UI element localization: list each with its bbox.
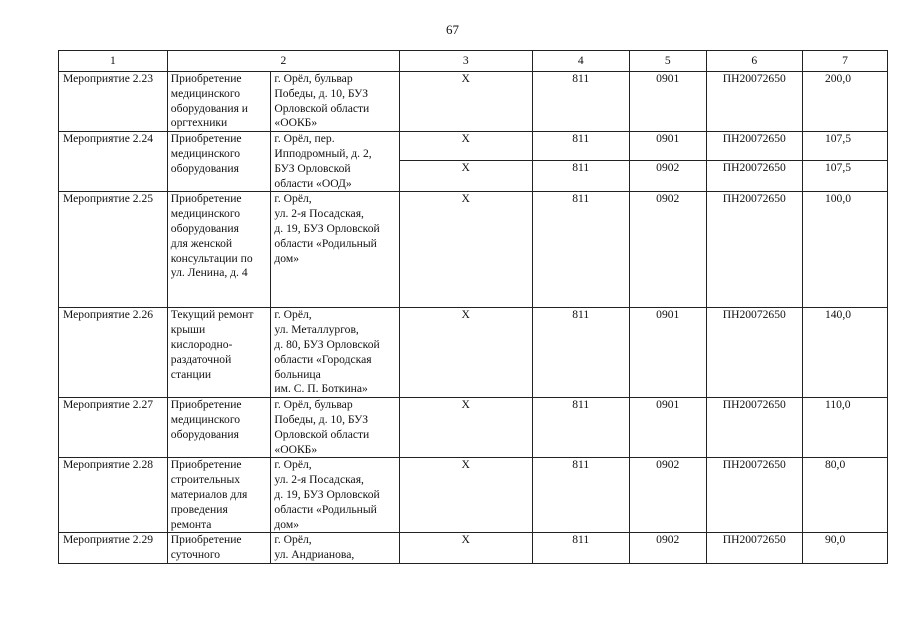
col6-cell: ПН20072650 bbox=[706, 533, 802, 564]
description-line: суточного bbox=[170, 548, 221, 562]
col4-cell: 811 bbox=[532, 192, 629, 308]
col5-cell: 0901 bbox=[629, 308, 706, 398]
address-line: ул. Андрианова, bbox=[274, 548, 355, 562]
description-line: Приобретение bbox=[170, 192, 242, 206]
address-line: Орловской области bbox=[274, 101, 370, 115]
address-line: г. Орёл, бульвар bbox=[274, 72, 353, 85]
col3-cell: X bbox=[399, 533, 532, 564]
address-line: г. Орёл, бульвар bbox=[274, 398, 353, 412]
address-line: «ООКБ» bbox=[274, 116, 318, 130]
address-line: Ипподромный, д. 2, bbox=[274, 146, 372, 160]
description-line: Приобретение bbox=[170, 132, 242, 146]
col4-cell: 811 bbox=[532, 458, 629, 533]
address-cell bbox=[271, 132, 400, 192]
table-row bbox=[59, 533, 888, 564]
col3-cell: X bbox=[399, 308, 532, 398]
address-line: г. Орёл, пер. bbox=[274, 132, 335, 146]
col6-cell: ПН20072650 bbox=[706, 308, 802, 398]
amount-cell: 90,0 bbox=[802, 533, 887, 564]
col3-cell: X bbox=[399, 458, 532, 533]
description-line: медицинского bbox=[170, 146, 241, 160]
col6-cell: ПН20072650 bbox=[706, 161, 802, 192]
header-cell: 1 bbox=[59, 51, 168, 72]
address-line: области «Родильный bbox=[274, 502, 377, 516]
col3-cell: X bbox=[399, 132, 532, 161]
amount-cell: 80,0 bbox=[802, 458, 887, 533]
amount-cell: 100,0 bbox=[802, 192, 887, 308]
address-line: области «ООД» bbox=[274, 176, 352, 190]
description-line: раздаточной bbox=[170, 352, 232, 366]
address-line: области «Родильный bbox=[274, 236, 377, 250]
table-row bbox=[59, 308, 888, 398]
address-line: области «Городская bbox=[274, 352, 372, 366]
description-cell bbox=[167, 72, 271, 132]
description-line: для женской bbox=[170, 236, 233, 250]
event-name-cell: Мероприятие 2.24 bbox=[59, 132, 168, 192]
description-line: Приобретение bbox=[170, 533, 242, 547]
address-cell bbox=[271, 458, 400, 533]
description-line: оборудования и bbox=[170, 101, 249, 115]
col4-cell: 811 bbox=[532, 308, 629, 398]
col6-cell: ПН20072650 bbox=[706, 72, 802, 132]
description-line: медицинского bbox=[170, 86, 241, 100]
col4-cell: 811 bbox=[532, 72, 629, 132]
address-line: дом» bbox=[274, 517, 300, 531]
description-line: Приобретение bbox=[170, 398, 242, 412]
address-line: ул. Металлургов, bbox=[274, 323, 359, 337]
header-cell: 4 bbox=[532, 51, 629, 72]
table-row bbox=[59, 192, 888, 308]
address-line: г. Орёл, bbox=[274, 533, 312, 547]
address-line: ул. 2-я Посадская, bbox=[274, 473, 364, 487]
event-name-cell: Мероприятие 2.26 bbox=[59, 308, 168, 398]
description-line: ул. Ленина, д. 4 bbox=[170, 266, 248, 280]
description-line: медицинского bbox=[170, 207, 241, 221]
description-line: оборудования bbox=[170, 161, 239, 175]
header-cell: 6 bbox=[706, 51, 802, 72]
address-cell bbox=[271, 72, 400, 132]
description-line: крыши bbox=[170, 323, 206, 337]
address-line: больница bbox=[274, 367, 321, 381]
address-line: г. Орёл, bbox=[274, 192, 312, 206]
header-cell: 7 bbox=[802, 51, 887, 72]
table-row bbox=[59, 72, 888, 132]
col3-cell: X bbox=[399, 192, 532, 308]
address-line: им. С. П. Боткина» bbox=[274, 382, 368, 396]
address-line: г. Орёл, bbox=[274, 458, 312, 472]
header-cell: 3 bbox=[399, 51, 532, 72]
header-cell: 2 bbox=[167, 51, 399, 72]
col3-cell: X bbox=[399, 398, 532, 458]
description-line: ремонта bbox=[170, 517, 212, 531]
address-cell bbox=[271, 308, 400, 398]
description-line: Текущий ремонт bbox=[170, 308, 254, 322]
amount-cell: 107,5 bbox=[802, 132, 887, 161]
header-cell: 5 bbox=[629, 51, 706, 72]
col4-cell: 811 bbox=[532, 132, 629, 161]
address-cell bbox=[271, 398, 400, 458]
col5-cell: 0901 bbox=[629, 72, 706, 132]
address-line: БУЗ Орловской bbox=[274, 161, 351, 175]
description-line: Приобретение bbox=[170, 72, 242, 85]
address-line: д. 19, БУЗ Орловской bbox=[274, 487, 380, 501]
amount-cell: 107,5 bbox=[802, 161, 887, 192]
amount-cell: 140,0 bbox=[802, 308, 887, 398]
col6-cell: ПН20072650 bbox=[706, 458, 802, 533]
col4-cell: 811 bbox=[532, 161, 629, 192]
budget-table bbox=[58, 50, 888, 564]
address-line: «ООКБ» bbox=[274, 442, 318, 456]
description-cell bbox=[167, 132, 271, 192]
description-line: материалов для bbox=[170, 487, 248, 501]
description-cell bbox=[167, 398, 271, 458]
address-line: д. 80, БУЗ Орловской bbox=[274, 337, 380, 351]
address-line: Орловской области bbox=[274, 427, 370, 441]
col3-cell: X bbox=[399, 161, 532, 192]
col3-cell: X bbox=[399, 72, 532, 132]
event-name-cell: Мероприятие 2.29 bbox=[59, 533, 168, 564]
description-line: оборудования bbox=[170, 427, 239, 441]
event-name-cell: Мероприятие 2.23 bbox=[59, 72, 168, 132]
description-line: консультации по bbox=[170, 251, 253, 265]
description-line: кислородно- bbox=[170, 337, 233, 351]
description-cell bbox=[167, 458, 271, 533]
col4-cell: 811 bbox=[532, 533, 629, 564]
address-line: г. Орёл, bbox=[274, 308, 312, 322]
col6-cell: ПН20072650 bbox=[706, 132, 802, 161]
table-row bbox=[59, 398, 888, 458]
col5-cell: 0902 bbox=[629, 458, 706, 533]
description-line: медицинского bbox=[170, 412, 241, 426]
description-line: станции bbox=[170, 367, 212, 381]
col5-cell: 0901 bbox=[629, 398, 706, 458]
event-name-cell: Мероприятие 2.28 bbox=[59, 458, 168, 533]
address-cell bbox=[271, 192, 400, 308]
description-line: оргтехники bbox=[170, 116, 228, 130]
table-row bbox=[59, 132, 888, 161]
description-line: проведения bbox=[170, 502, 228, 516]
event-name-cell: Мероприятие 2.25 bbox=[59, 192, 168, 308]
description-cell bbox=[167, 533, 271, 564]
col6-cell: ПН20072650 bbox=[706, 192, 802, 308]
address-line: Победы, д. 10, БУЗ bbox=[274, 86, 368, 100]
address-line: Победы, д. 10, БУЗ bbox=[274, 412, 368, 426]
address-line: д. 19, БУЗ Орловской bbox=[274, 221, 380, 235]
table-row bbox=[59, 458, 888, 533]
address-cell bbox=[271, 533, 400, 564]
event-name-cell: Мероприятие 2.27 bbox=[59, 398, 168, 458]
col5-cell: 0902 bbox=[629, 192, 706, 308]
header-row bbox=[59, 51, 888, 72]
description-cell bbox=[167, 308, 271, 398]
col5-cell: 0901 bbox=[629, 132, 706, 161]
col5-cell: 0902 bbox=[629, 161, 706, 192]
description-line: Приобретение bbox=[170, 458, 242, 472]
description-line: оборудования bbox=[170, 221, 239, 235]
col4-cell: 811 bbox=[532, 398, 629, 458]
description-line: строительных bbox=[170, 473, 241, 487]
col5-cell: 0902 bbox=[629, 533, 706, 564]
page-number: 67 bbox=[446, 22, 459, 37]
description-cell bbox=[167, 192, 271, 308]
col6-cell: ПН20072650 bbox=[706, 398, 802, 458]
amount-cell: 200,0 bbox=[802, 72, 887, 132]
amount-cell: 110,0 bbox=[802, 398, 887, 458]
address-line: ул. 2-я Посадская, bbox=[274, 207, 364, 221]
address-line: дом» bbox=[274, 251, 300, 265]
